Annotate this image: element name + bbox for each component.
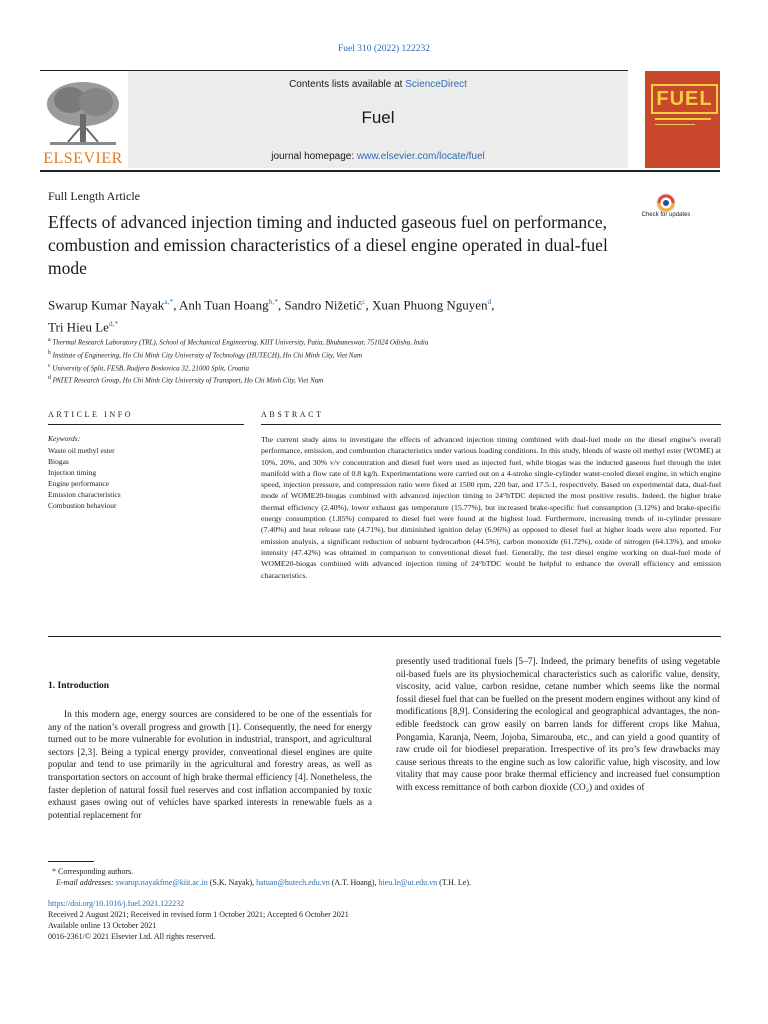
sciencedirect-link[interactable]: ScienceDirect [405,79,467,90]
available-online: Available online 13 October 2021 [48,921,157,930]
keyword-item: Engine performance [48,479,110,488]
check-for-updates-label[interactable]: Check for updates [641,212,691,218]
email-link[interactable]: swarup.nayakfme@kiit.ac.in [115,878,208,887]
body-column-right [396,656,720,795]
doi-link[interactable]: https://doi.org/10.1016/j.fuel.2021.122232 [48,899,185,908]
abstract-bottom-rule [48,636,721,637]
journal-homepage-link[interactable]: www.elsevier.com/locate/fuel [356,151,485,162]
header-bottom-rule [40,170,720,172]
check-for-updates-icon[interactable] [646,191,686,231]
author-affiliation-mark[interactable]: d,* [108,319,119,329]
keyword-item: Waste oil methyl ester [48,446,115,455]
journal-citation[interactable]: Fuel 310 (2022) 122232 [337,44,431,54]
article-info-heading: ARTICLE INFO [48,410,134,419]
article-type: Full Length Article [48,189,140,203]
author-list: Swarup Kumar Nayak$^{a,*}$, Anh Tuan Hoang$^{b,*}$, Sandro Nižetić$^c$, Xuan Phuong Nguyen$^d$, Tri Hieu $Le^{d,*}$ [48,297,495,335]
affiliation-item: $^c$ University of Split, FESB, Rudjera Boskovica 32, 21000 Split, Croatia [48,362,250,372]
author-name: Sandro Nižetić [284,297,363,313]
footnote-rule [48,861,94,862]
affiliation-item: $^a$ Thermal Research Laboratory (TRL), School of Mechanical Engineering, KIIT University, Patia, Bhubaneswar, 751024 Odisha, India [48,337,429,347]
abstract-rule [261,424,721,425]
header-top-rule [40,70,628,71]
keyword-list [48,445,121,511]
footnotes [48,866,708,888]
abstract-text: The current study aims to investigate the effects of advanced injection timing combined with dual-fuel mode on the diesel engine’s overall performance, emission, and combustion characteristics under various loading conditions. In this study, blends of waste oil methyl ester (WOME) at 10%, 20%, and 30% v/v concentration and diesel fuel were used as injected fuel, while biogas was the inducted gaseous fuel through the inlet manifold with a flow rate of 0.8 kg/h. Experimentations were carried out on a 4-stroke single-cylinder water-cooled diesel engine, in which engine speed, injection pressure, and compression ratio were fixed at 1500 rpm, 220 bar, and 17.5:1, respectively. Based on experimental data, dual-fuel mode of WOME20-biogas combined with advanced injection timing to 24°bTDC depicted the most positive results. Indeed, the higher brake thermal efficiency (2.40%), lower exhaust gas temperature (15.77%), but increased brake-specific fuel consumption (3.12%) and brake-specific energy consumption (1.85%) compared to diesel fuel were found at the highest load. Furthermore, increasing trends of in-cylinder pressure (7.40%) and heat release rate (4.71%), but diminished ignition delay (6.96%) as opposed to diesel fuel at higher loads were also reported. For emission analysis, a significant reduction of unburnt hydrocarbon (44.5%), carbon monoxide (61.72%), oxide of nitrogen (64.13%), and smoke intensity (47.42%) was obtained in comparison to conventional diesel fuel. Generally, the test diesel engine working on dual-fuel mode of WOME20-biogas combined with advanced injection timing of 24°bTDC would be helpful to enhance the overall efficiency and emission characteristics. [261,435,721,580]
keywords-label: Keywords: [48,434,81,443]
affiliation-list [48,335,668,386]
copyright-line: 0016-2361/© 2021 Elsevier Ltd. All rights reserved. [48,932,216,941]
body-column-left [48,709,372,822]
email-link[interactable]: hatuan@hutech.edu.vn [256,878,330,887]
author-name: Tri Hieu Le [48,319,109,335]
affiliation-item: $^b$ Institute of Engineering, Ho Chi Minh City University of Technology (HUTECH), Ho Chi Minh City, Viet Nam [48,349,363,360]
article-title: Effects of advanced injection timing and inducted gaseous fuel on performance, combustion and emission characteristics of a diesel engine operated in dual-fuel mode [48,212,608,278]
publication-info [48,898,648,942]
section-heading-introduction: 1. Introduction [48,681,110,691]
article-info-rule [48,424,244,425]
email-link[interactable]: hieu.le@ut.edu.vn [378,878,438,887]
journal-name: Fuel [361,108,395,127]
author-affiliation-mark[interactable]: c [362,297,366,306]
cover-stripe [655,124,695,125]
author-affiliation-mark[interactable]: d [487,297,492,306]
author-affiliation-mark[interactable]: a,* [164,297,174,306]
affiliation-item: $^d$ PATET Research Group, Ho Chi Minh City University of Transport, Ho Chi Minh City, Viet Nam [48,375,324,385]
keyword-item: Emission characteristics [48,490,121,499]
keyword-item: Biogas [48,457,69,466]
author-name: Swarup Kumar Nayak [48,297,165,313]
paragraph: In this modern age, energy sources are considered to be one of the essentials for any of the nation’s overall progress and growth [1]. Consequently, the need for energy turned out to be more vulnerable for evolution in industrial, transport, and agricultural sectors [2,3]. Being a typical energy provider, conventional diesel engines are quite popular and tend to use primarily in the agricultural and forestry areas, as well as transportation sectors on account of high brake thermal efficiency [4]. Nonetheless, the faster depletion of natural fossil fuel reserves and cost inflation accompanied by toxic exhaust gases owing out of vehicles have sparked interests in renewable fuels as a potential replacement for [48,710,372,821]
author-name: Xuan Phuong Nguyen [371,297,488,313]
received-dates: Received 2 August 2021; Received in revised form 1 October 2021; Accepted 6 October 2021 [48,910,349,919]
abstract-heading: ABSTRACT [261,410,324,419]
contents-prefix: Contents lists available at [289,79,406,90]
contents-line [128,79,628,90]
publisher-name: ELSEVIER [43,150,123,167]
email-line: E-mail addresses: swarup.nayakfme@kiit.ac.in (S.K. Nayak), hatuan@hutech.edu.vn (A.T. Hoang), hieu.le@ut.edu.vn (T.H. Le). [56,878,471,887]
paragraph: presently used traditional fuels [5–7]. Indeed, the primary benefits of using vegetable oil-based fuels are its physiochemical characteristics such as calorific value, density, viscosity, acid value, carbon residue, cetane number which seems like the normal fossil diesel fuel that can be fuelled on the present modern engines without any kind of modifications [8,9]. Considering the ecological and geographical advantages, the non-edible feedstock can grow easily on barren lands for different crops like Mahua, Pongamia, Karanja, Neem, Jojoba, Simarouba, etc., and can yield a good quantity of raw crude oil for biodiesel preparation. Irrespective of its pro’s few drawbacks may cause serious threats to the engine such as low calorific value, high viscosity, and low vitality that may cause poor brake thermal efficiency and increased fuel consumption with excess remittance of both carbon dioxide (CO₂) and oxides of [396,657,720,793]
corresponding-note: * Corresponding authors. [48,867,134,876]
homepage-prefix: journal homepage: [271,151,357,162]
author-affiliation-mark[interactable]: b,* [268,297,278,306]
journal-cover-title: FUEL [651,84,718,114]
homepage-line [128,151,628,162]
keyword-item: Injection timing [48,468,97,477]
author-name: Anh Tuan Hoang [179,297,269,313]
cover-stripe [655,118,711,120]
keyword-item: Combustion behaviour [48,501,117,510]
